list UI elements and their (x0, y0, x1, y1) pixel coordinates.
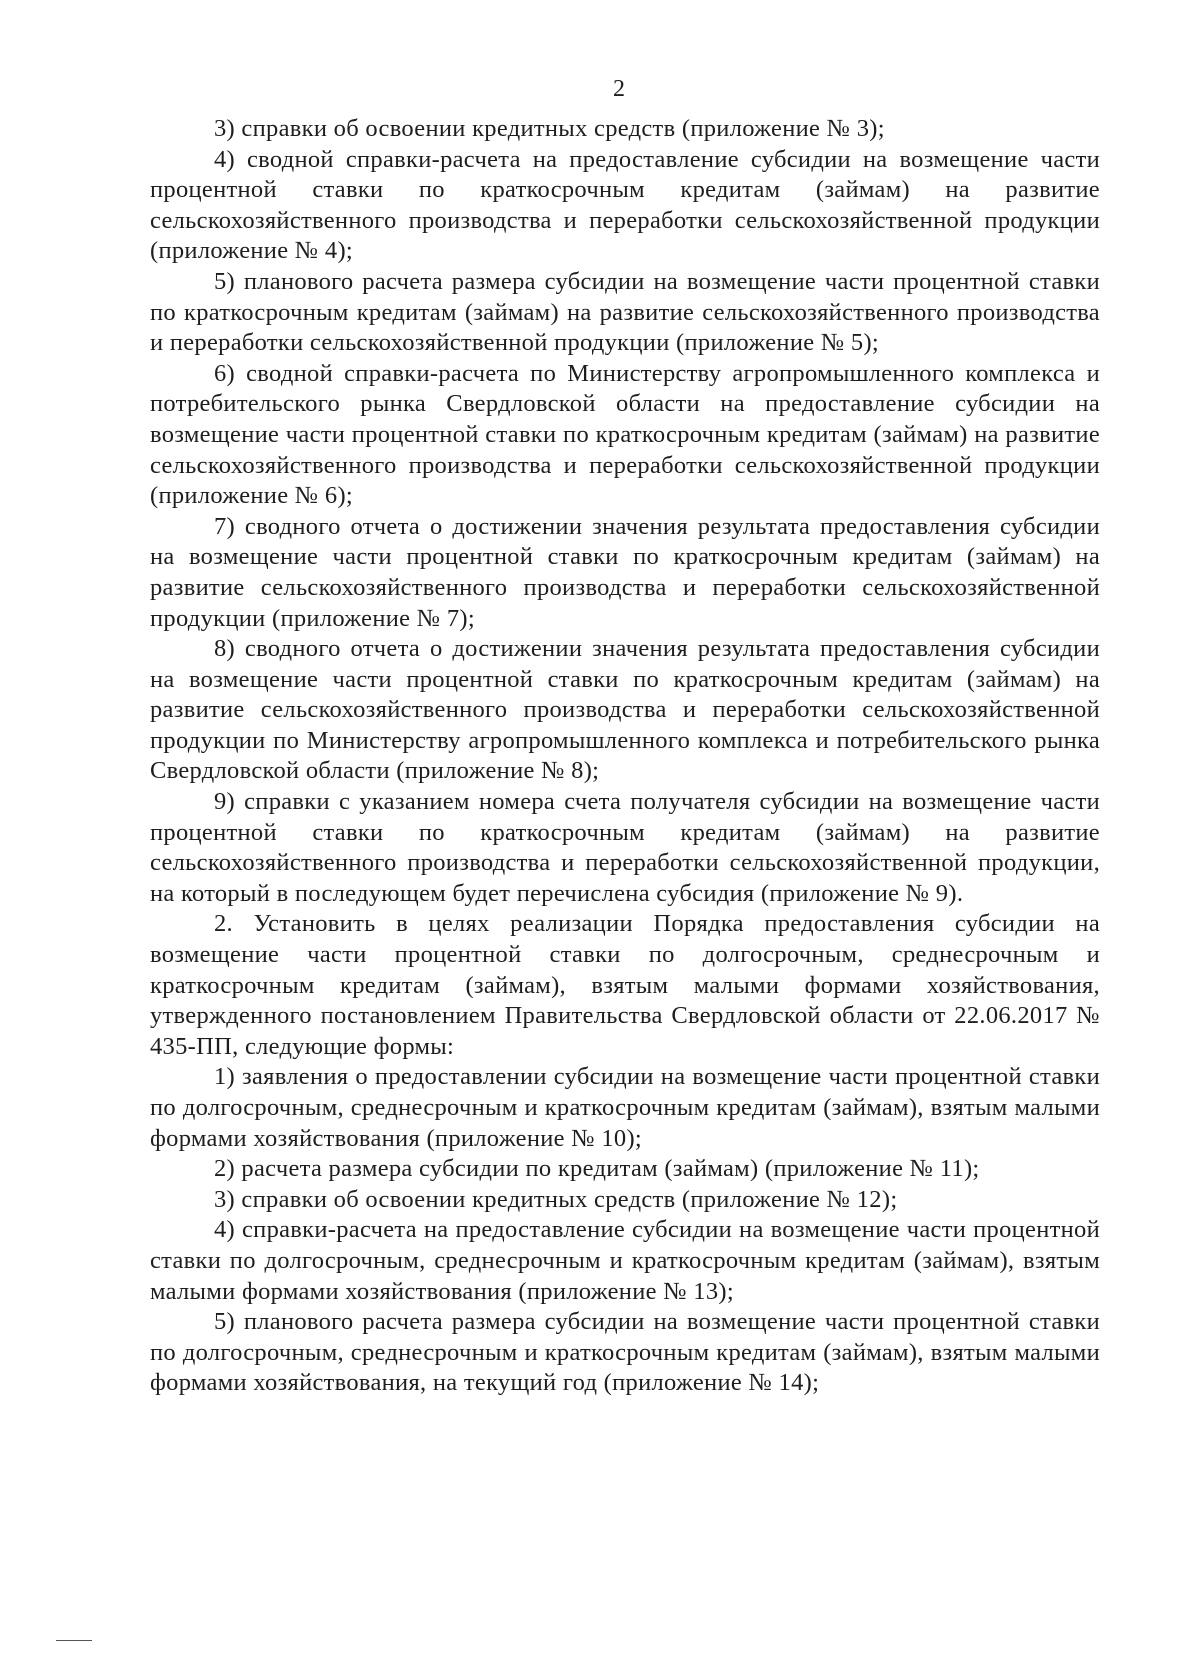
scan-margin-mark (56, 1640, 92, 1641)
paragraph-item-8-appendix-8: 8) сводного отчета о достижении значения результата предоставления субсидии на возмещение части процентной ставки по краткосрочным кредитам (займам) на развитие сельскохозяйственного производства и переработки сельскохозяйственной продукции по Министерству агропромышленного комплекса и потребительского рынка Свердловской области (приложение № 8); (150, 635, 1100, 785)
paragraph-item-2-appendix-11: 2) расчета размера субсидии по кредитам (займам) (приложение № 11); (214, 1155, 980, 1183)
paragraph-item-7-appendix-7: 7) сводного отчета о достижении значения результата предоставления субсидии на возмещение части процентной ставки по краткосрочным кредитам (займам) на развитие сельскохозяйственного производства и переработки сельскохозяйственной продукции (приложение № 7); (150, 512, 1100, 632)
paragraph-item-5-appendix-5: 5) планового расчета размера субсидии на возмещение части процентной ставки по краткосрочным кредитам (займам) на развитие сельскохозяйственного производства и переработки сельскохозяйственной продукции (приложение № 5); (150, 267, 1100, 357)
paragraph-item-3-appendix-3: 3) справки об освоении кредитных средств (приложение № 3); (214, 115, 885, 142)
paragraph-item-4-appendix-4: 4) сводной справки-расчета на предоставление субсидии на возмещение части процентной ставки по краткосрочным кредитам (займам) на развитие сельскохозяйственного производства и переработки сельскохозяйственной продукции (приложение № 4); (150, 145, 1100, 265)
paragraph-section-2: 2. Установить в целях реализации Порядка предоставления субсидии на возмещение части процентной ставки по долгосрочным, среднесрочным и краткосрочным кредитам (займам), взятым малыми формами хозяйствования, утвержденного постановлением Правительства Свердловской области от 22.06.2017 № 435-ПП, следующие формы: (150, 910, 1100, 1060)
page-number: 2 (613, 76, 625, 102)
paragraph-item-5-appendix-14: 5) планового расчета размера субсидии на возмещение части процентной ставки по долгосрочным, среднесрочным и краткосрочным кредитам (займам), взятым малыми формами хозяйствования, на текущий год (приложение № 14); (150, 1308, 1100, 1397)
document-body (150, 114, 1100, 1399)
paragraph-item-6-appendix-6: 6) сводной справки-расчета по Министерству агропромышленного комплекса и потребительского рынка Свердловской области на предоставление субсидии на возмещение части процентной ставки по краткосрочным кредитам (займам) на развитие сельскохозяйственного производства и переработки сельскохозяйственной продукции (приложение № 6); (150, 359, 1100, 510)
paragraph-item-1-appendix-10: 1) заявления о предоставлении субсидии на возмещение части процентной ставки по долгосрочным, среднесрочным и краткосрочным кредитам (займам), взятым малыми формами хозяйствования (приложение № 10); (150, 1063, 1100, 1152)
paragraph-item-4-appendix-13: 4) справки-расчета на предоставление субсидии на возмещение части процентной ставки по долгосрочным, среднесрочным и краткосрочным кредитам (займам), взятым малыми формами хозяйствования (приложение № 13); (150, 1216, 1100, 1305)
paragraph-item-9-appendix-9: 9) справки с указанием номера счета получателя субсидии на возмещение части процентной ставки по краткосрочным кредитам (займам) на развитие сельскохозяйственного производства и переработки сельскохозяйственной продукции, на который в последующем будет перечислена субсидия (приложение № 9). (150, 788, 1100, 907)
paragraph-item-3-appendix-12: 3) справки об освоении кредитных средств (приложение № 12); (214, 1185, 898, 1213)
